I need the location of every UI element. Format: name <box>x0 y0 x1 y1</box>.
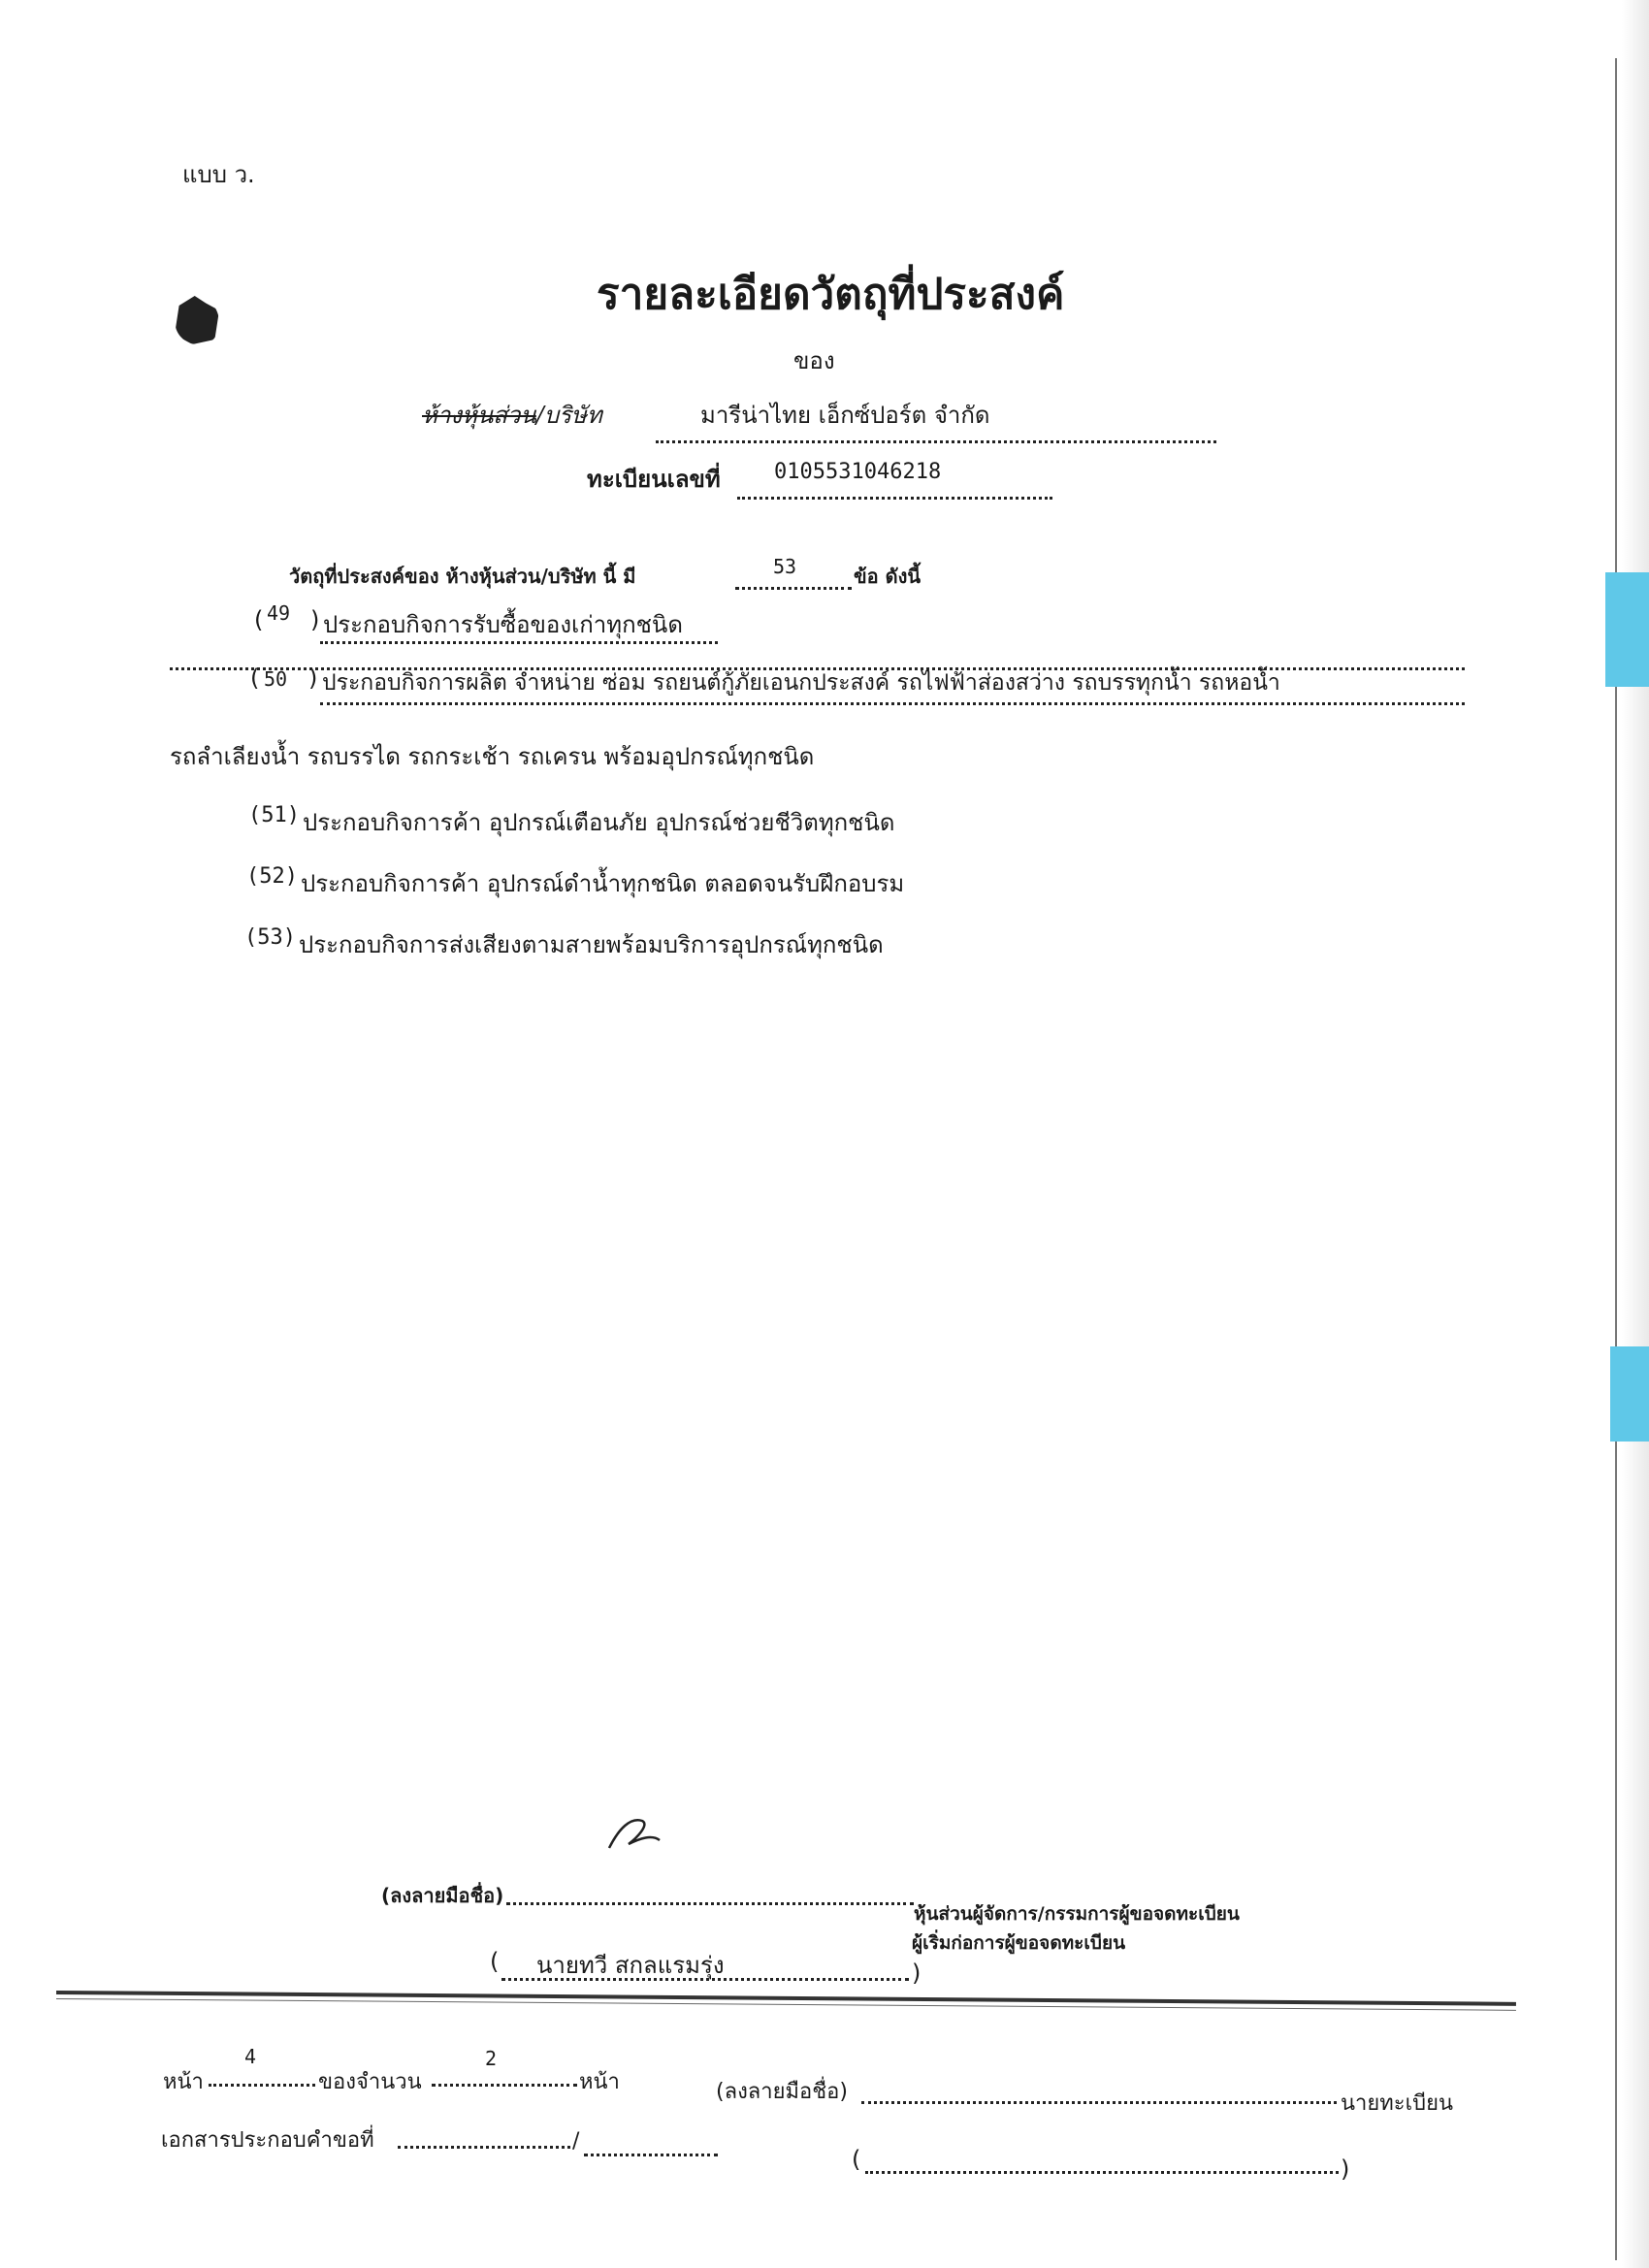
registrar-name-dotted <box>865 2165 1339 2174</box>
applicant-sign-label: (ลงลายมือชื่อ) <box>381 1884 504 1907</box>
request-doc-dotted-2 <box>584 2148 718 2156</box>
page-edge-line <box>1615 58 1617 2260</box>
registrar-label: นายทะเบียน <box>1341 2091 1454 2116</box>
objective-50-number: 50 <box>264 667 288 691</box>
registration-label: ทะเบียนเลขที่ <box>587 466 721 493</box>
objective-50-text: ประกอบกิจการผลิต จำหน่าย ซ่อม รถยนต์กู้ภัยเอนกประสงค์ รถไฟฟ้าส่องสว่าง รถบรรทุกน้ำ รถหอน้ำ <box>322 670 1280 696</box>
blue-tab-bottom <box>1610 1346 1649 1442</box>
footer-page-suffix: หน้า <box>579 2070 620 2094</box>
blue-tab-top <box>1605 572 1649 687</box>
objective-52-number: (52) <box>246 864 298 889</box>
applicant-name-close-paren: ) <box>912 1960 922 1987</box>
registrar-name-open-paren: ( <box>852 2146 861 2173</box>
registration-number: 0105531046218 <box>774 460 942 484</box>
footer-of-total-label: ของจำนวน <box>318 2070 422 2094</box>
footer-total-dotted <box>432 2078 577 2087</box>
objective-51-text: ประกอบกิจการค้า อุปกรณ์เตือนภัย อุปกรณ์ช่วยชีวิตทุกชนิด <box>303 809 895 836</box>
registrar-sign-dotted <box>861 2095 1337 2104</box>
objective-49-text: ประกอบกิจการรับซื้อของเก่าทุกชนิด <box>323 611 683 638</box>
objective-53-number: (53) <box>244 925 296 950</box>
applicant-sign-dotted-line <box>506 1896 914 1905</box>
registration-dotted-line <box>737 485 1052 500</box>
registrar-sign-label: (ลงลายมือชื่อ) <box>716 2080 848 2104</box>
objective-49-number: 49 <box>267 601 291 625</box>
applicant-role-line1: หุ้นส่วนผู้จัดการ/กรรมการผู้ขอจดทะเบียน <box>914 1903 1240 1925</box>
applicant-signature-scribble <box>601 1809 669 1863</box>
company-name: มารีน่าไทย เอ็กซ์ปอร์ต จำกัด <box>700 402 990 429</box>
footer-total-pages: 2 <box>485 2047 498 2070</box>
objectives-intro-prefix: วัตถุที่ประสงค์ของ ห้างหุ้นส่วน/บริษัท นี้ มี <box>289 565 636 588</box>
company-label: /บริษัท <box>535 402 602 429</box>
applicant-name: นายทวี สกลแรมรุ่ง <box>536 1952 725 1979</box>
objective-50-close-paren: ) <box>308 664 318 692</box>
objective-49-dotted-line <box>320 635 718 644</box>
footer-page-dotted <box>209 2078 315 2087</box>
objectives-count: 53 <box>773 555 797 578</box>
document-title: รายละเอียดวัตถุที่ประสงค์ <box>597 270 1065 319</box>
objective-49-close-paren: ) <box>310 606 320 633</box>
form-code: แบบ ว. <box>182 161 255 188</box>
of-label: ของ <box>793 347 835 374</box>
company-struck-label <box>422 396 602 434</box>
objective-50-dotted-line <box>320 697 1465 705</box>
objective-50-continuation: รถลำเลียงน้ำ รถบรรได รถกระเช้า รถเครน พร้อมอุปกรณ์ทุกชนิด <box>170 743 815 770</box>
request-doc-label: เอกสารประกอบคำขอที่ <box>161 2128 374 2153</box>
struck-partnership-text: ห้างหุ้นส่วน <box>422 402 536 429</box>
stamp-mark <box>175 296 219 344</box>
footer-page-number: 4 <box>244 2045 257 2068</box>
objective-53-text: ประกอบกิจการส่งเสียงตามสายพร้อมบริการอุปกรณ์ทุกชนิด <box>299 931 884 958</box>
objectives-intro-suffix: ข้อ ดังนี้ <box>854 565 922 588</box>
request-doc-slash: / <box>572 2129 580 2154</box>
registrar-name-close-paren: ) <box>1341 2155 1350 2183</box>
request-doc-dotted-1 <box>398 2140 570 2149</box>
objective-49-open-paren: ( <box>254 606 264 633</box>
objective-52-text: ประกอบกิจการค้า อุปกรณ์ดำน้ำทุกชนิด ตลอดจนรับฝึกอบรม <box>301 870 905 897</box>
footer-page-label: หน้า <box>163 2070 204 2094</box>
page-edge-shadow <box>1622 0 1649 2268</box>
objectives-count-dotted <box>735 579 852 590</box>
objective-50-open-paren: ( <box>250 664 260 692</box>
applicant-role-line2: ผู้เริ่มก่อการผู้ขอจดทะเบียน <box>912 1932 1126 1954</box>
applicant-name-open-paren: ( <box>490 1948 500 1975</box>
objective-51-number: (51) <box>248 803 300 827</box>
